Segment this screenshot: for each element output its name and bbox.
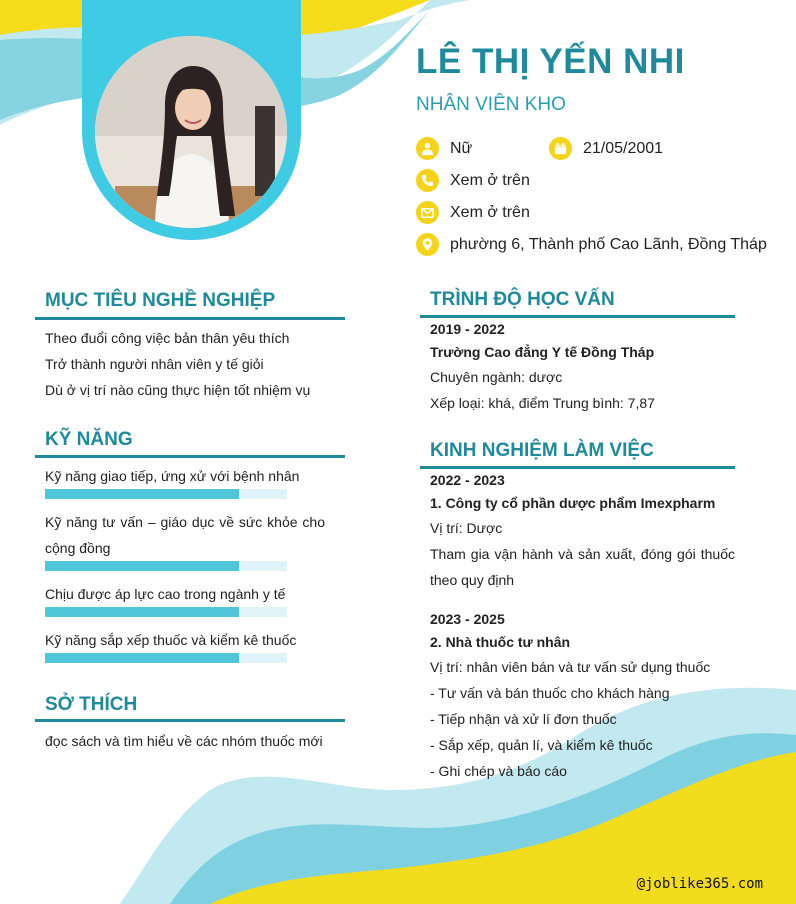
birthdate-value: 21/05/2001 bbox=[583, 139, 664, 157]
job-task: - Ghi chép và báo cáo bbox=[430, 763, 567, 779]
profile-photo bbox=[95, 36, 287, 228]
objective-line: Dù ở vị trí nào cũng thực hiện tốt nhiệm vụ bbox=[45, 382, 311, 398]
objective-line: Theo đuổi công việc bản thân yêu thích bbox=[45, 330, 290, 346]
education-title: TRÌNH ĐỘ HỌC VẤN bbox=[430, 289, 615, 310]
experience-title: KINH NGHIỆM LÀM VIỆC bbox=[430, 440, 654, 461]
job-period: 2023 - 2025 bbox=[430, 611, 505, 627]
address-value: phường 6, Thành phố Cao Lãnh, Đồng Tháp bbox=[450, 235, 767, 253]
skills-rule bbox=[35, 455, 345, 458]
job-company: 2. Nhà thuốc tư nhân bbox=[430, 634, 571, 650]
job-description: Tham gia vận hành và sản xuất, đóng gói thuốc theo quy định bbox=[430, 546, 735, 588]
candidate-role: NHÂN VIÊN KHO bbox=[416, 94, 566, 115]
skill-bar-fill bbox=[45, 653, 239, 663]
job-position: Vị trí: Dược bbox=[430, 520, 503, 536]
skill-bar bbox=[45, 653, 287, 663]
birthdate-row bbox=[549, 137, 663, 160]
email-row bbox=[416, 201, 530, 224]
calendar-icon bbox=[549, 137, 572, 160]
phone-icon bbox=[416, 169, 439, 192]
job-task: - Tiếp nhận và xử lí đơn thuốc bbox=[430, 711, 617, 727]
skills-title: KỸ NĂNG bbox=[45, 429, 133, 450]
job-task: - Sắp xếp, quản lí, và kiểm kê thuốc bbox=[430, 737, 653, 753]
skill-label: Kỹ năng sắp xếp thuốc và kiểm kê thuốc bbox=[45, 632, 297, 648]
skill-bar-fill bbox=[45, 561, 239, 571]
hobbies-title: SỞ THÍCH bbox=[45, 694, 138, 715]
skill-bar bbox=[45, 607, 287, 617]
phone-row bbox=[416, 169, 530, 192]
objective-title: MỤC TIÊU NGHỀ NGHIỆP bbox=[45, 290, 276, 311]
job-task: - Tư vấn và bán thuốc cho khách hàng bbox=[430, 685, 670, 701]
gender-row bbox=[416, 137, 472, 160]
location-icon bbox=[416, 233, 439, 256]
education-period: 2019 - 2022 bbox=[430, 321, 505, 337]
objective-rule bbox=[35, 317, 345, 320]
job-period: 2022 - 2023 bbox=[430, 472, 505, 488]
objective-line: Trở thành người nhân viên y tế giỏi bbox=[45, 356, 264, 372]
skill-label: Chịu được áp lực cao trong ngành y tế bbox=[45, 586, 286, 602]
skill-label: Kỹ năng tư vấn – giáo dục về sức khỏe cho cộng đồng bbox=[45, 514, 325, 556]
address-row bbox=[416, 233, 767, 256]
education-grade: Xếp loại: khá, điểm Trung bình: 7,87 bbox=[430, 395, 655, 411]
hobbies-rule bbox=[35, 719, 345, 722]
gender-value: Nữ bbox=[450, 139, 473, 157]
skill-bar bbox=[45, 489, 287, 499]
person-icon bbox=[416, 137, 439, 160]
email-value: Xem ở trên bbox=[450, 203, 530, 221]
skill-bar-fill bbox=[45, 607, 239, 617]
watermark: @joblike365.com bbox=[636, 876, 763, 892]
skill-bar bbox=[45, 561, 287, 571]
hobbies-text: đọc sách và tìm hiểu về các nhóm thuốc mới bbox=[45, 733, 323, 749]
job-position: Vị trí: nhân viên bán và tư vấn sử dụng thuốc bbox=[430, 659, 711, 675]
job-company: 1. Công ty cổ phần dược phẩm Imexpharm bbox=[430, 495, 716, 511]
candidate-name: LÊ THỊ YẾN NHI bbox=[416, 42, 685, 81]
phone-value: Xem ở trên bbox=[450, 171, 530, 189]
skill-bar-fill bbox=[45, 489, 239, 499]
education-major: Chuyên ngành: dược bbox=[430, 369, 563, 385]
skill-label: Kỹ năng giao tiếp, ứng xử với bệnh nhân bbox=[45, 468, 300, 484]
education-school: Trường Cao đẳng Y tế Đồng Tháp bbox=[430, 344, 655, 360]
email-icon bbox=[416, 201, 439, 224]
